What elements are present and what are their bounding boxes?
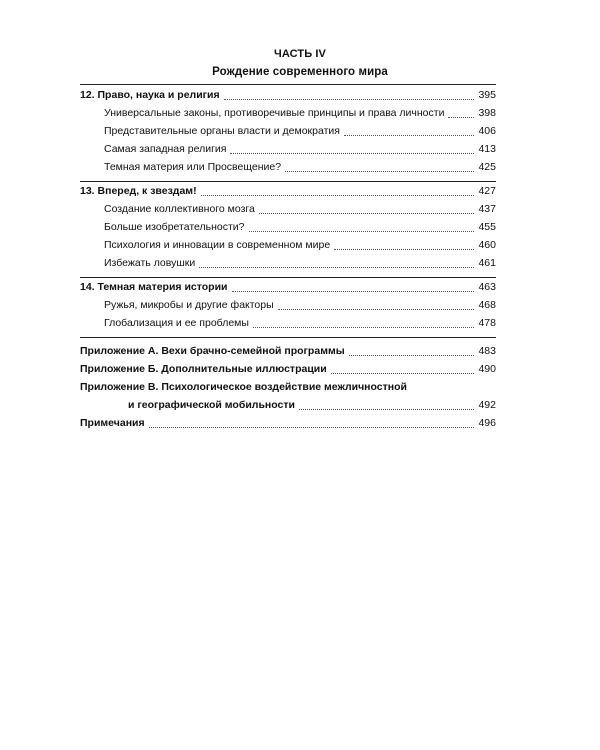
page-number: 490 [478,363,496,375]
page-number: 425 [478,161,496,173]
chapter-entry [80,182,496,200]
chapter-divider [80,84,496,85]
chapter-title: 12. Право, наука и религия [80,89,220,101]
chapter-title: 14. Темная материя истории [80,281,228,293]
page-number: 395 [478,89,496,101]
dot-leader [448,116,474,118]
section-entry [80,200,496,218]
section-title: Избежать ловушки [104,257,196,269]
chapter-group-13 [80,182,496,277]
dot-leader [344,134,475,136]
section-entry [80,122,496,140]
page-number: 496 [478,417,496,429]
appendix-entry [80,342,496,360]
page-number: 460 [478,239,496,251]
chapter-entry [80,278,496,296]
appendix-title-line1: Приложение В. Психологическое воздействие межличностной [80,381,407,393]
section-title: Глобализация и ее проблемы [104,317,249,329]
dot-leader [201,194,475,196]
dot-leader [230,152,474,154]
section-entry [80,158,496,176]
section-title: Ружья, микробы и другие факторы [104,299,274,311]
chapter-title: 13. Вперед, к звездам! [80,185,197,197]
appendix-entry-line2 [80,396,496,414]
page-number: 461 [478,257,496,269]
appendix-group [80,342,496,432]
dot-leader [299,408,474,410]
dot-leader [232,290,475,292]
section-entry [80,140,496,158]
appendix-entry-line1 [80,378,496,396]
section-entry [80,296,496,314]
dot-leader [253,326,475,328]
appendix-title: Приложение А. Вехи брачно-семейной программы [80,345,345,357]
appendix-title: Приложение Б. Дополнительные иллюстрации [80,363,327,375]
appendix-title-line2: и географической мобильности [128,399,295,411]
page-number: 468 [478,299,496,311]
section-title: Представительные органы власти и демократия [104,125,340,137]
page-number: 406 [478,125,496,137]
dot-leader [278,308,475,310]
section-title: Больше изобретательности? [104,221,245,233]
dot-leader [249,230,475,232]
chapter-group-12 [80,86,496,181]
section-entry [80,236,496,254]
chapter-group-14 [80,278,496,337]
page-number: 437 [478,203,496,215]
page-number: 427 [478,185,496,197]
section-title: Темная материя или Просвещение? [104,161,282,173]
section-entry [80,218,496,236]
appendix-entry [80,360,496,378]
section-entry [80,314,496,332]
part-number: ЧАСТЬ IV [274,48,326,60]
page-number: 478 [478,317,496,329]
table-of-contents [80,84,496,432]
page-number: 463 [478,281,496,293]
section-title: Психология и инновации в современном мире [104,239,331,251]
page-number: 483 [478,345,496,357]
dot-leader [334,248,474,250]
notes-title: Примечания [80,417,145,429]
dot-leader [224,98,475,100]
section-title: Самая западная религия [104,143,227,155]
dot-leader [259,212,475,214]
page-number: 413 [478,143,496,155]
page-number: 455 [478,221,496,233]
section-title: Универсальные законы, противоречивые принципы и права личности [104,107,445,119]
dot-leader [349,354,475,356]
dot-leader [149,426,475,428]
dot-leader [285,170,474,172]
page-number: 492 [478,399,496,411]
dot-leader [199,266,474,268]
section-title: Создание коллективного мозга [104,203,255,215]
notes-entry [80,414,496,432]
part-title: Рождение современного мира [212,66,388,78]
section-entry [80,104,496,122]
chapter-entry [80,86,496,104]
page-number: 398 [478,107,496,119]
dot-leader [331,372,475,374]
section-entry [80,254,496,272]
